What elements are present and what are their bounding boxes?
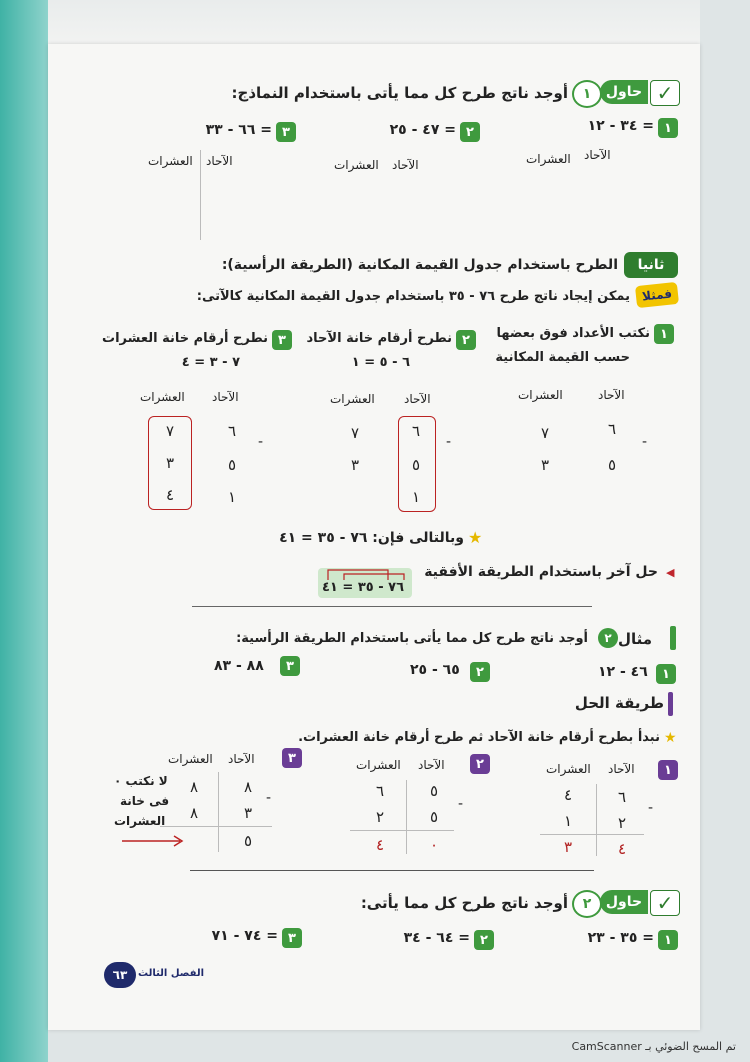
tens-header: العشرات xyxy=(148,154,193,168)
digit: ٥ xyxy=(243,832,253,850)
digit: ٢ xyxy=(375,808,385,826)
digit: ٥ xyxy=(607,456,617,474)
side-note-line: العشرات xyxy=(114,814,166,828)
problem-number: ١ xyxy=(658,930,678,950)
problem-expression: ٤٧ - ٢٥ = xyxy=(389,122,456,138)
table-number: ١ xyxy=(658,760,678,780)
step-text: ٦ - ٥ = ١ xyxy=(351,355,410,370)
digit: ٨ xyxy=(189,778,199,796)
example-intro: يمكن إيجاد ناتج طرح ٧٦ - ٣٥ باستخدام جدول القيمة المكانية كالآتى: xyxy=(196,289,630,304)
digit: ٥ xyxy=(227,456,237,474)
try-instruction: أوجد ناتج طرح كل مما يأتى باستخدام النماذج: xyxy=(231,84,568,102)
result-line xyxy=(540,834,644,835)
problem-number: ٣ xyxy=(276,122,296,142)
digit: ٨ xyxy=(189,804,199,822)
digit: ١ xyxy=(227,488,237,506)
scanner-watermark: تم المسح الضوئي بـ CamScanner xyxy=(571,1040,736,1053)
digit: ٤ xyxy=(617,840,627,858)
digit: ٠ xyxy=(429,836,439,854)
try-number: ٢ xyxy=(572,890,602,918)
problem-number: ٣ xyxy=(280,656,300,676)
for-example-tag: فمثلا xyxy=(635,282,679,308)
tens-header: العشرات xyxy=(330,392,375,406)
check-icon: ✓ xyxy=(650,80,680,106)
step-number: ٢ xyxy=(456,330,476,350)
digit: ٥ xyxy=(429,808,439,826)
problem-expression: ٤٦ - ١٢ xyxy=(598,664,648,680)
try-instruction: أوجد ناتج طرح كل مما يأتى: xyxy=(360,894,568,912)
digit: ٤ xyxy=(375,836,385,854)
result-line xyxy=(160,826,272,827)
step-number: ١ xyxy=(654,324,674,344)
try-label: حاول xyxy=(600,890,648,914)
digit: ٣ xyxy=(243,804,253,822)
ones-header: الآحاد xyxy=(392,158,419,172)
step-text: نطرح أرقام خانة الآحاد xyxy=(306,331,452,346)
minus-sign: - xyxy=(446,434,452,450)
ones-header: الآحاد xyxy=(418,758,445,772)
ones-header: الآحاد xyxy=(584,148,611,162)
ones-header: الآحاد xyxy=(212,390,239,404)
tens-header: العشرات xyxy=(546,762,591,776)
tens-header: العشرات xyxy=(168,752,213,766)
tens-header: العشرات xyxy=(334,158,379,172)
step-text: حسب القيمة المكانية xyxy=(495,350,630,365)
example-marker xyxy=(670,626,676,650)
problem-expression: ٦٦ - ٣٣ = xyxy=(205,122,272,138)
tens-header: العشرات xyxy=(518,388,563,402)
digit: ٦ xyxy=(227,422,237,440)
try-number: ١ xyxy=(572,80,602,108)
minus-sign: - xyxy=(266,790,272,806)
star-icon: ★ xyxy=(664,730,677,746)
digit: ٥ xyxy=(411,456,421,474)
digit: ٧ xyxy=(540,424,550,442)
ones-header: الآحاد xyxy=(206,154,233,168)
minus-sign: - xyxy=(458,796,464,812)
problem-number: ٢ xyxy=(460,122,480,142)
problem-expression: ٣٥ - ٢٣ = xyxy=(587,930,654,946)
problem-expression: ٦٥ - ٢٥ xyxy=(410,662,460,678)
horizontal-equation: ٧٦ - ٣٥ = ٤١ xyxy=(322,580,405,595)
problem-expression: ٣٤ - ١٢ = xyxy=(587,118,654,134)
table-number: ٣ xyxy=(282,748,302,768)
step-text: ٧ - ٣ = ٤ xyxy=(181,355,240,370)
digit: ٦ xyxy=(607,420,617,438)
problem-number: ٣ xyxy=(282,928,302,948)
digit: ٦ xyxy=(617,788,627,806)
column-divider xyxy=(406,780,407,854)
digit: ٤ xyxy=(165,486,175,504)
step-text: نطرح أرقام خانة العشرات xyxy=(102,331,268,346)
minus-sign: - xyxy=(642,434,648,450)
problem-expression: ٧٤ - ٧١ = xyxy=(211,928,278,944)
result-text: وبالتالى فإن: ٧٦ - ٣٥ = ٤١ xyxy=(279,530,464,546)
minus-sign: - xyxy=(258,434,264,450)
digit: ٥ xyxy=(429,782,439,800)
try-label: حاول xyxy=(600,80,648,104)
problem-number: ٢ xyxy=(470,662,490,682)
problem-number: ١ xyxy=(658,118,678,138)
digit: ١ xyxy=(563,812,573,830)
section-divider xyxy=(190,870,594,871)
table-number: ٢ xyxy=(470,754,490,774)
digit: ٦ xyxy=(411,422,421,440)
star-icon: ★ xyxy=(468,528,483,547)
page-number: ٦٣ xyxy=(104,962,136,988)
background-edge xyxy=(0,0,48,1062)
ones-header: الآحاد xyxy=(608,762,635,776)
digit: ٣ xyxy=(540,456,550,474)
problem-number: ١ xyxy=(656,664,676,684)
minus-sign: - xyxy=(648,800,654,816)
method-note: نبدأ بطرح أرقام خانة الآحاد ثم طرح أرقام خانة العشرات. xyxy=(298,730,660,745)
problem-number: ٢ xyxy=(474,930,494,950)
side-note-line: فى خانة xyxy=(120,794,170,808)
digit: ١ xyxy=(411,488,421,506)
section-label: ثانيا xyxy=(624,252,678,278)
arrow-left-icon: ◀ xyxy=(666,566,675,579)
tens-header: العشرات xyxy=(526,152,571,166)
tens-header: العشرات xyxy=(356,758,401,772)
problem-expression: ٨٨ - ٨٣ xyxy=(214,658,264,674)
digit: ٣ xyxy=(350,456,360,474)
ones-header: الآحاد xyxy=(404,392,431,406)
example-label: مثال xyxy=(618,630,653,648)
method-marker xyxy=(668,692,673,716)
tens-header: العشرات xyxy=(140,390,185,404)
digit: ٣ xyxy=(165,454,175,472)
result-line xyxy=(350,830,454,831)
ones-header: الآحاد xyxy=(598,388,625,402)
arrow-right-icon xyxy=(120,834,190,848)
chapter-label: الفصل الثالث xyxy=(138,968,205,979)
problem-expression: ٦٤ - ٣٤ = xyxy=(403,930,470,946)
step-number: ٣ xyxy=(272,330,292,350)
digit: ٨ xyxy=(243,778,253,796)
example-number: ٢ xyxy=(598,628,618,648)
digit: ٤ xyxy=(563,786,573,804)
digit: ٢ xyxy=(617,814,627,832)
example-instruction: أوجد ناتج طرح كل مما يأتى باستخدام الطريقة الرأسية: xyxy=(236,631,588,646)
digit: ٦ xyxy=(375,782,385,800)
method-title: طريقة الحل xyxy=(574,694,664,712)
check-icon: ✓ xyxy=(650,890,680,916)
other-method: حل آخر باستخدام الطريقة الأفقية xyxy=(424,564,658,580)
column-divider xyxy=(200,150,201,240)
section-divider xyxy=(192,606,592,607)
column-divider xyxy=(218,772,219,852)
digit: ٧ xyxy=(165,422,175,440)
step-text: نكتب الأعداد فوق بعضها xyxy=(496,326,650,341)
digit: ٧ xyxy=(350,424,360,442)
column-divider xyxy=(596,784,597,856)
section-title: الطرح باستخدام جدول القيمة المكانية (الطريقة الرأسية): xyxy=(221,257,618,273)
side-note-line: لا نكتب ٠ xyxy=(114,774,168,788)
digit: ٣ xyxy=(563,838,573,856)
ones-header: الآحاد xyxy=(228,752,255,766)
